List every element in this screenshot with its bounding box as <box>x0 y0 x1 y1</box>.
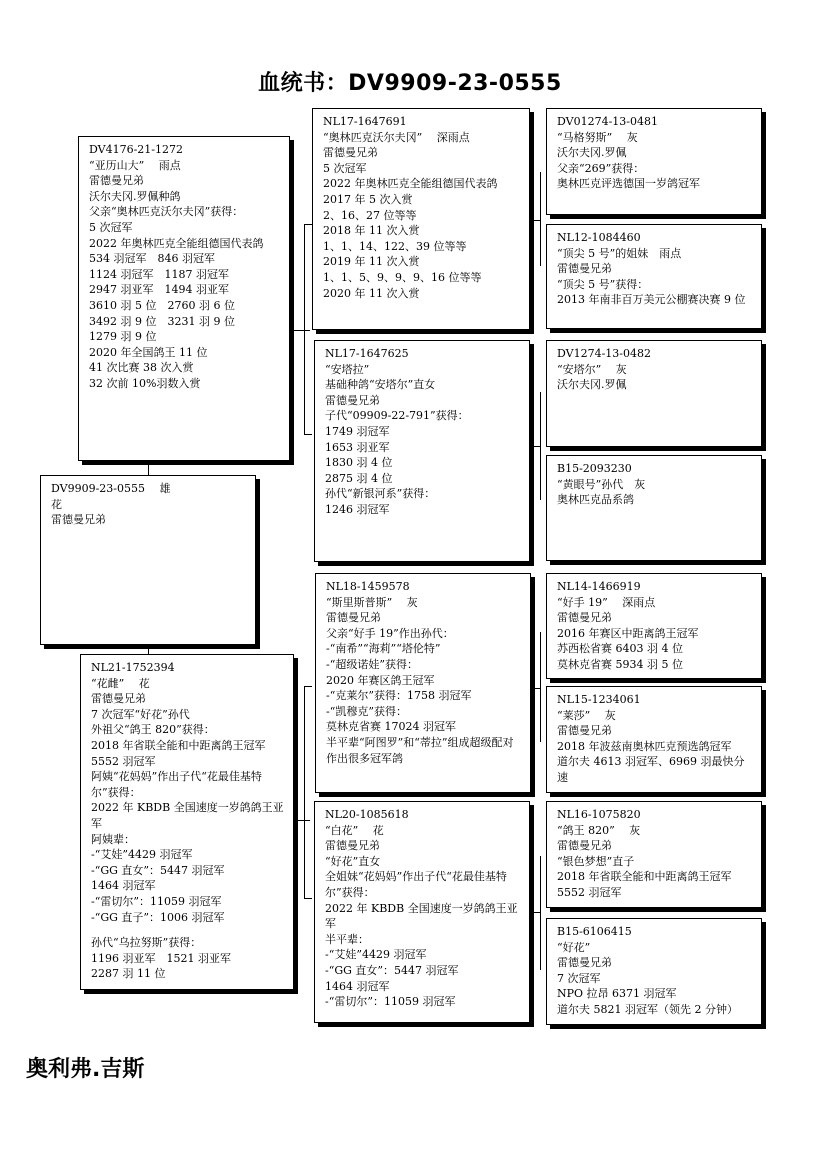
pedigree-line: 1749 羽冠军 <box>325 424 390 438</box>
pedigree-line: “顶尖 5 号”的姐妹 雨点 <box>557 246 682 260</box>
ring-number: NL17-1647625 <box>325 347 409 360</box>
pedigree-line: 奥林匹克品系鸽 <box>557 493 634 507</box>
pedigree-line: 孙代“乌拉努斯”获得： <box>91 936 202 950</box>
connector <box>294 820 310 821</box>
sire-box <box>78 136 290 461</box>
pedigree-line: 雷德曼兄弟 <box>326 611 381 625</box>
grandparent-box <box>314 801 530 1023</box>
connector <box>540 632 541 742</box>
pedigree-line: 2875 羽 4 位 <box>325 471 393 485</box>
pedigree-line: 2013 年南非百万美元公棚赛决赛 9 位 <box>557 293 746 307</box>
pedigree-line: 雷德曼兄弟 <box>557 724 612 738</box>
pedigree-line: 2018 年省联全能和中距离鸽王冠军 <box>91 738 266 752</box>
connector <box>532 688 540 689</box>
pedigree-line: -“克莱尔”获得：1758 羽冠军 <box>326 689 472 703</box>
owner-name: 奥利弗.吉斯 <box>26 1057 145 1082</box>
pedigree-line: 2016 年赛区中距离鸽王冠军 <box>557 626 699 640</box>
pedigree-line: 2019 年 11 次入赏 <box>323 255 420 269</box>
pedigree-line: “安塔拉” <box>325 362 370 376</box>
pedigree-line: 2020 年全国鸽王 11 位 <box>89 345 208 359</box>
pedigree-line: -“南希”“海莉”“塔伦特” <box>326 642 441 656</box>
ring-number: B15-2093230 <box>557 462 632 475</box>
pedigree-line: -“超级诺娃”获得： <box>326 657 418 671</box>
pedigree-line: 阿姨辈： <box>91 832 135 846</box>
great-grandparent-box <box>546 573 762 679</box>
pedigree-line: -“凯穆克”获得： <box>326 704 407 718</box>
pedigree-line: 孙代“新银河系”获得： <box>325 487 436 501</box>
connector <box>540 392 541 500</box>
pedigree-line: 沃尔夫冈.罗佩 <box>557 146 627 160</box>
grandparent-box <box>315 573 531 793</box>
pedigree-line: 半平辈“阿图罗”和“蒂拉”组成超级配对作出很多冠军鸽 <box>326 735 514 765</box>
pedigree-line: 雷德曼兄弟 <box>557 956 612 970</box>
connector <box>304 898 312 899</box>
pedigree-line: 5552 羽冠军 <box>557 885 622 899</box>
pedigree-line: 5 次冠军 <box>89 220 133 234</box>
pedigree-line: 莫林克省赛 5934 羽 5 位 <box>557 657 683 671</box>
pedigree-line: 阿姨“花妈妈”作出子代“花最佳基特尔”获得： <box>91 770 262 799</box>
pedigree-line <box>91 925 285 935</box>
pedigree-line: “马格努斯” 灰 <box>557 130 638 144</box>
connector <box>530 220 540 221</box>
ring-number: B15-6106415 <box>557 925 632 938</box>
pedigree-line: 2022 年 KBDB 全国速度一岁鸽鸽王亚军 <box>325 901 518 931</box>
pedigree-line: “白花” 花 <box>325 823 384 837</box>
pedigree-line: 雷德曼兄弟 <box>557 611 612 625</box>
pedigree-line: 32 次前 10%羽数入赏 <box>89 376 201 390</box>
pedigree-line: 1830 羽 4 位 <box>325 456 393 470</box>
pedigree-line: 沃尔夫冈.罗佩 <box>557 378 627 392</box>
pedigree-line: “亚历山大” 雨点 <box>89 158 181 172</box>
pedigree-line: “花雌” 花 <box>91 676 150 690</box>
pedigree-line: “好花”直女 <box>325 854 381 868</box>
pedigree-line: 2022 年 KBDB 全国速度一岁鸽鸽王亚军 <box>91 801 284 830</box>
ring-number: NL14-1466919 <box>557 580 641 593</box>
great-grandparent-box <box>546 224 762 329</box>
pedigree-line: 父亲“好手 19”作出孙代： <box>326 626 454 640</box>
pedigree-line: 父亲“269”获得： <box>557 161 645 175</box>
connector <box>304 686 305 898</box>
pedigree-line: 莫林克省赛 17024 羽冠军 <box>326 720 456 734</box>
pedigree-line: 2947 羽亚军 1494 羽亚军 <box>89 283 229 297</box>
connector <box>540 856 541 970</box>
connector <box>304 224 305 434</box>
pedigree-line: 外祖父“鸽王 820”获得： <box>91 723 215 737</box>
pedigree-line: 雷德曼兄弟 <box>89 174 144 188</box>
great-grandparent-box <box>546 918 762 1025</box>
pedigree-line: 1279 羽 9 位 <box>89 330 157 344</box>
connector <box>304 434 312 435</box>
pedigree-line: 沃尔夫冈.罗佩种鸽 <box>89 189 181 203</box>
pedigree-line: “奥林匹克沃尔夫冈” 深雨点 <box>323 130 470 144</box>
pedigree-line: 雷德曼兄弟 <box>323 146 378 160</box>
connector <box>304 686 312 687</box>
ring-number: NL12-1084460 <box>557 231 641 244</box>
pedigree-line: 2018 年波兹南奥林匹克预选鸽冠军 <box>557 739 732 753</box>
subject-box <box>40 475 256 645</box>
pedigree-line: 2、16、27 位等等 <box>323 208 417 222</box>
pedigree-line: “斯里斯普斯” 灰 <box>326 595 418 609</box>
connector <box>304 224 312 225</box>
connector <box>530 446 540 447</box>
pedigree-line: “黄眼号”孙代 灰 <box>557 477 646 491</box>
grandparent-box <box>314 340 530 562</box>
dam-box <box>80 654 294 990</box>
pedigree-line: 1196 羽亚军 1521 羽亚军 <box>91 951 231 965</box>
connector <box>148 645 149 654</box>
great-grandparent-box <box>546 801 762 908</box>
page-title: 血统书：DV9909-23-0555 <box>258 71 562 96</box>
pedigree-line: -“雷切尔”：11059 羽冠军 <box>325 995 456 1009</box>
pedigree-line: 41 次比赛 38 次入赏 <box>89 361 194 375</box>
connector <box>290 330 310 331</box>
pedigree-line: 2022 年奥林匹克全能组德国代表鸽 <box>323 177 498 191</box>
connector <box>532 912 540 913</box>
pedigree-line: 基础种鸽“安塔尔”直女 <box>325 378 436 392</box>
great-grandparent-box <box>546 340 762 447</box>
pedigree-line: 雷德曼兄弟 <box>51 513 106 527</box>
pedigree-line: -“艾娃”4429 羽冠军 <box>91 848 193 862</box>
pedigree-line: 子代“09909-22-791”获得： <box>325 409 469 423</box>
pedigree-line: -“GG 直子”：1006 羽冠军 <box>91 910 225 924</box>
pedigree-line: 1124 羽冠军 1187 羽冠军 <box>89 267 229 281</box>
pedigree-line: NPO 拉昂 6371 羽冠军 <box>557 987 677 1001</box>
pedigree-line: 雷德曼兄弟 <box>91 692 146 706</box>
pedigree-line: 2020 年 11 次入赏 <box>323 286 420 300</box>
pedigree-line: “顶尖 5 号”获得： <box>557 277 649 291</box>
pedigree-line: 道尔夫 5821 羽冠军（领先 2 分钟） <box>557 1002 738 1016</box>
pedigree-line: 3492 羽 9 位 3231 羽 9 位 <box>89 314 235 328</box>
ring-number: DV1274-13-0482 <box>557 347 651 360</box>
pedigree-line: 2287 羽 11 位 <box>91 967 166 981</box>
pedigree-line: 2022 年奥林匹克全能组德国代表鸽 <box>89 236 264 250</box>
great-grandparent-box <box>546 108 762 215</box>
pedigree-line: 5552 羽冠军 <box>91 754 156 768</box>
connector <box>540 172 541 266</box>
great-grandparent-box <box>546 686 762 793</box>
pedigree-line: 2018 年 11 次入赏 <box>323 224 420 238</box>
pedigree-line: 苏西松省赛 6403 羽 4 位 <box>557 642 683 656</box>
ring-number: NL15-1234061 <box>557 693 641 706</box>
ring-number: DV4176-21-1272 <box>89 143 183 156</box>
pedigree-line: 雷德曼兄弟 <box>557 262 612 276</box>
ring-number: DV01274-13-0481 <box>557 115 658 128</box>
pedigree-line: 2017 年 5 次入赏 <box>323 192 413 206</box>
ring-number: NL17-1647691 <box>323 115 407 128</box>
ring-number: NL21-1752394 <box>91 661 175 674</box>
pedigree-line: 3610 羽 5 位 2760 羽 6 位 <box>89 298 235 312</box>
pedigree-line: -“GG 直女”：5447 羽冠军 <box>325 963 459 977</box>
pedigree-line: -“GG 直女”：5447 羽冠军 <box>91 863 225 877</box>
pedigree-line: 1246 羽冠军 <box>325 502 390 516</box>
pedigree-line: 全姐妹“花妈妈”作出子代“花最佳基特尔”获得： <box>325 870 507 899</box>
pedigree-line: 1、1、14、122、39 位等等 <box>323 239 467 253</box>
pedigree-line: “好花” <box>557 940 591 954</box>
pedigree-line: 道尔夫 4613 羽冠军、6969 羽最快分速 <box>557 755 745 784</box>
pedigree-line: 半平辈： <box>325 932 369 946</box>
ring-number: DV9909-23-0555 雄 <box>51 482 171 495</box>
pedigree-line: “银色梦想”直子 <box>557 854 635 868</box>
pedigree-line: “好手 19” 深雨点 <box>557 595 656 609</box>
pedigree-line: 奥林匹克评选德国一岁鸽冠军 <box>557 177 700 191</box>
pedigree-line: -“雷切尔”：11059 羽冠军 <box>91 894 222 908</box>
pedigree-line: 7 次冠军 <box>557 971 601 985</box>
ring-number: NL18-1459578 <box>326 580 410 593</box>
pedigree-line: 7 次冠军“好花”孙代 <box>91 707 190 721</box>
pedigree-line: “鸽王 820” 灰 <box>557 823 641 837</box>
pedigree-line: 父亲“奥林匹克沃尔夫冈”获得： <box>89 205 244 219</box>
pedigree-line: 1、1、5、9、9、9、16 位等等 <box>323 270 482 284</box>
pedigree-line: 雷德曼兄弟 <box>557 839 612 853</box>
pedigree-line: 534 羽冠军 846 羽冠军 <box>89 252 215 266</box>
grandparent-box <box>312 108 530 330</box>
pedigree-line: 1464 羽冠军 <box>91 879 156 893</box>
pedigree-line: “莱莎” 灰 <box>557 708 616 722</box>
connector <box>148 461 149 475</box>
ring-number: NL20-1085618 <box>325 808 409 821</box>
pedigree-line: 1653 羽亚军 <box>325 440 390 454</box>
pedigree-line: -“艾娃”4429 羽冠军 <box>325 948 427 962</box>
pedigree-line: 2018 年省联全能和中距离鸽王冠军 <box>557 870 732 884</box>
pedigree-line: 2020 年赛区鸽王冠军 <box>326 673 435 687</box>
ring-number: NL16-1075820 <box>557 808 641 821</box>
great-grandparent-box <box>546 455 762 561</box>
pedigree-line: 雷德曼兄弟 <box>325 839 380 853</box>
pedigree-line: 1464 羽冠军 <box>325 979 390 993</box>
pedigree-line: 5 次冠军 <box>323 161 367 175</box>
pedigree-line: 雷德曼兄弟 <box>325 393 380 407</box>
pedigree-line: 花 <box>51 497 62 511</box>
pedigree-line: “安塔尔” 灰 <box>557 362 627 376</box>
